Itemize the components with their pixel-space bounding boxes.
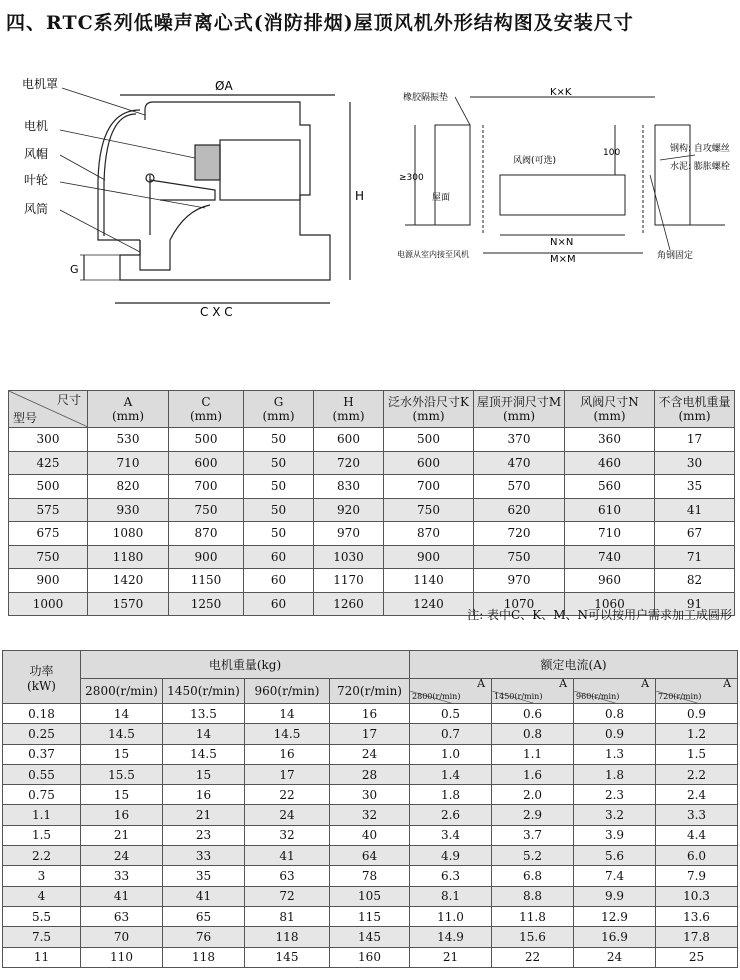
current-speed-720: 720(r/min) A [656, 679, 738, 704]
table-cell: 9.9 [574, 886, 656, 906]
table-cell: 960 [565, 569, 655, 593]
table-cell: 115 [330, 906, 410, 926]
table-cell: 10.3 [656, 886, 738, 906]
table-cell: 15.5 [81, 764, 163, 784]
table-cell: 24 [330, 744, 410, 764]
table-cell: 750 [474, 545, 565, 569]
table-cell: 600 [169, 451, 244, 475]
table-cell: 105 [330, 886, 410, 906]
table-cell: 3.4 [410, 825, 492, 845]
table-cell: 900 [384, 545, 474, 569]
table-cell: 72 [245, 886, 330, 906]
table-cell: 920 [314, 498, 384, 522]
table-cell: 6.0 [656, 846, 738, 866]
table-cell: 15.6 [492, 927, 574, 947]
label-power: 电源从室内接至风机 [397, 250, 469, 259]
table-cell: 600 [314, 428, 384, 452]
table-cell: 15 [163, 764, 245, 784]
table-cell: 15 [81, 785, 163, 805]
table-cell: 740 [565, 545, 655, 569]
table-cell: 2.2 [656, 764, 738, 784]
power-header: 功率 (kW) [3, 651, 81, 704]
table-cell: 60 [244, 569, 314, 593]
header-weight: 不含电机重量 (mm) [655, 391, 735, 428]
table-row [3, 805, 738, 825]
label-motor-cover: 电机罩 [22, 77, 59, 91]
table-cell: 17.8 [656, 927, 738, 947]
table-cell: 1.0 [410, 744, 492, 764]
table-cell: 24 [574, 947, 656, 967]
table-cell: 0.37 [3, 744, 81, 764]
current-speed-960: 960(r/min) A [574, 679, 656, 704]
table-cell: 360 [565, 428, 655, 452]
table-cell: 820 [88, 475, 169, 499]
table-row [9, 475, 735, 499]
table-cell: 5.2 [492, 846, 574, 866]
table-cell: 33 [81, 866, 163, 886]
table-cell: 1570 [88, 592, 169, 616]
table-cell: 16 [163, 785, 245, 805]
table-cell: 63 [81, 906, 163, 926]
table-cell: 32 [330, 805, 410, 825]
header-k: 泛水外沿尺寸K (mm) [384, 391, 474, 428]
table-cell: 60 [244, 545, 314, 569]
table-cell: 14 [163, 724, 245, 744]
table-cell: 600 [384, 451, 474, 475]
current-group-header: 额定电流(A) [410, 651, 738, 679]
table-cell: 1.5 [656, 744, 738, 764]
table-cell: 50 [244, 451, 314, 475]
table-cell: 6.8 [492, 866, 574, 886]
table-cell: 64 [330, 846, 410, 866]
table-cell: 1060 [565, 592, 655, 616]
current-speed-2800: 2800(r/min) A [410, 679, 492, 704]
table-cell: 1070 [474, 592, 565, 616]
installation-diagram [395, 85, 740, 265]
table-cell: 17 [245, 764, 330, 784]
table-cell: 78 [330, 866, 410, 886]
table-cell: 2.0 [492, 785, 574, 805]
table-cell: 14.9 [410, 927, 492, 947]
table-cell: 700 [169, 475, 244, 499]
table-cell: 145 [245, 947, 330, 967]
table-row [3, 866, 738, 886]
table-row [3, 704, 738, 724]
table-cell: 22 [492, 947, 574, 967]
table-cell: 118 [245, 927, 330, 947]
table-row [3, 764, 738, 784]
table-cell: 425 [9, 451, 88, 475]
table-cell: 750 [9, 545, 88, 569]
table-cell: 1.1 [492, 744, 574, 764]
table-cell: 675 [9, 522, 88, 546]
table-cell: 110 [81, 947, 163, 967]
table-cell: 41 [81, 886, 163, 906]
header-c: C (mm) [169, 391, 244, 428]
table-cell: 1.1 [3, 805, 81, 825]
table-cell: 970 [314, 522, 384, 546]
table-cell: 65 [163, 906, 245, 926]
table-cell: 1.4 [410, 764, 492, 784]
label-mm: M×M [550, 254, 576, 265]
table-cell: 63 [245, 866, 330, 886]
table-cell: 28 [330, 764, 410, 784]
table-cell: 4 [3, 886, 81, 906]
page-title: 四、RTC系列低噪声离心式(消防排烟)屋顶风机外形结构图及安装尺寸 [6, 12, 634, 34]
table-cell: 970 [474, 569, 565, 593]
table-cell: 21 [410, 947, 492, 967]
table-cell: 1170 [314, 569, 384, 593]
table-cell: 4.4 [656, 825, 738, 845]
table-cell: 13.6 [656, 906, 738, 926]
table-cell: 1150 [169, 569, 244, 593]
table-cell: 2.6 [410, 805, 492, 825]
table-cell: 0.6 [492, 704, 574, 724]
table-cell: 35 [655, 475, 735, 499]
label-100: 100 [603, 148, 621, 158]
corner-bottom-label: 型号 [13, 411, 38, 425]
table-cell: 40 [330, 825, 410, 845]
label-rubber-pad: 橡胶隔振垫 [403, 93, 449, 103]
table-cell: 370 [474, 428, 565, 452]
table-cell: 1.8 [410, 785, 492, 805]
table-cell: 16 [245, 744, 330, 764]
table-cell: 16 [81, 805, 163, 825]
table-row [3, 947, 738, 967]
table-cell: 0.9 [574, 724, 656, 744]
table-cell: 1080 [88, 522, 169, 546]
corner-top-label: 尺寸 [56, 393, 81, 407]
table-cell: 15 [81, 744, 163, 764]
table-cell: 71 [655, 545, 735, 569]
table-cell: 570 [474, 475, 565, 499]
table-cell: 32 [245, 825, 330, 845]
table-cell: 76 [163, 927, 245, 947]
table-row [9, 498, 735, 522]
table-cell: 16.9 [574, 927, 656, 947]
table-cell: 0.18 [3, 704, 81, 724]
label-nn: N×N [550, 237, 574, 248]
label-kk: K×K [550, 87, 572, 98]
table-cell: 1.2 [656, 724, 738, 744]
weight-speed-2800: 2800(r/min) [81, 679, 163, 704]
table-cell: 118 [163, 947, 245, 967]
table-cell: 3.7 [492, 825, 574, 845]
table-cell: 67 [655, 522, 735, 546]
weight-speed-720: 720(r/min) [330, 679, 410, 704]
current-speed-1450: 1450(r/min) A [492, 679, 574, 704]
table-cell: 720 [314, 451, 384, 475]
table-cell: 575 [9, 498, 88, 522]
table-cell: 11.8 [492, 906, 574, 926]
table-cell: 2.4 [656, 785, 738, 805]
table-row [3, 825, 738, 845]
label-impeller: 叶轮 [24, 173, 49, 187]
table-cell: 33 [163, 846, 245, 866]
header-g: G (mm) [244, 391, 314, 428]
table-cell: 6.3 [410, 866, 492, 886]
table-row [3, 927, 738, 947]
label-300: ≥300 [399, 173, 424, 183]
table-cell: 17 [655, 428, 735, 452]
table-row [3, 785, 738, 805]
dim-a-label: ØA [215, 79, 233, 93]
table-cell: 17 [330, 724, 410, 744]
label-valve: 风阀(可选) [513, 156, 557, 166]
header-m: 屋顶开洞尺寸M (mm) [474, 391, 565, 428]
table-cell: 23 [163, 825, 245, 845]
table-cell: 2.3 [574, 785, 656, 805]
table-cell: 870 [384, 522, 474, 546]
table-row [9, 569, 735, 593]
table-cell: 7.4 [574, 866, 656, 886]
label-angle: 角钢固定 [657, 251, 694, 261]
table-cell: 830 [314, 475, 384, 499]
table-row [3, 886, 738, 906]
weight-speed-1450: 1450(r/min) [163, 679, 245, 704]
table-cell: 11.0 [410, 906, 492, 926]
table-cell: 0.8 [492, 724, 574, 744]
table-cell: 900 [169, 545, 244, 569]
table-cell: 0.55 [3, 764, 81, 784]
table-cell: 50 [244, 498, 314, 522]
table-cell: 2.2 [3, 846, 81, 866]
table-cell: 0.8 [574, 704, 656, 724]
table-cell: 5.5 [3, 906, 81, 926]
header-n: 风阀尺寸N (mm) [565, 391, 655, 428]
table-row [9, 451, 735, 475]
table-cell: 3 [3, 866, 81, 886]
table-cell: 3.9 [574, 825, 656, 845]
table-cell: 1180 [88, 545, 169, 569]
table-cell: 5.6 [574, 846, 656, 866]
table-cell: 1250 [169, 592, 244, 616]
header-h: H (mm) [314, 391, 384, 428]
table-cell: 750 [384, 498, 474, 522]
table-cell: 14.5 [245, 724, 330, 744]
table-cell: 12.9 [574, 906, 656, 926]
weight-speed-960: 960(r/min) [245, 679, 330, 704]
table-cell: 500 [384, 428, 474, 452]
table-cell: 22 [245, 785, 330, 805]
table-cell: 11 [3, 947, 81, 967]
dim-g-label: G [70, 263, 79, 276]
table-cell: 1420 [88, 569, 169, 593]
table-row [3, 744, 738, 764]
table-cell: 1.6 [492, 764, 574, 784]
table-cell: 0.75 [3, 785, 81, 805]
table-cell: 41 [245, 846, 330, 866]
corner-header [9, 391, 88, 428]
table-cell: 41 [655, 498, 735, 522]
table-cell: 560 [565, 475, 655, 499]
table-cell: 1030 [314, 545, 384, 569]
label-concrete: 水泥: 膨胀螺栓 [670, 162, 730, 172]
table-row [3, 906, 738, 926]
table-cell: 1140 [384, 569, 474, 593]
table-cell: 4.9 [410, 846, 492, 866]
table-cell: 870 [169, 522, 244, 546]
table-cell: 13.5 [163, 704, 245, 724]
label-roof: 屋面 [432, 193, 451, 203]
table-cell: 3.3 [656, 805, 738, 825]
table-cell: 7.9 [656, 866, 738, 886]
table-cell: 3.2 [574, 805, 656, 825]
table-cell: 0.5 [410, 704, 492, 724]
table-cell: 710 [88, 451, 169, 475]
dimension-table [8, 390, 735, 616]
table-cell: 8.1 [410, 886, 492, 906]
table-note: 注: 表中C、K、M、N可以按用户需求加工成圆形 [467, 608, 732, 622]
table-cell: 1.5 [3, 825, 81, 845]
table-cell: 70 [81, 927, 163, 947]
table-cell: 30 [330, 785, 410, 805]
table-cell: 24 [81, 846, 163, 866]
table-cell: 91 [655, 592, 735, 616]
table-cell: 25 [656, 947, 738, 967]
table-cell: 14.5 [81, 724, 163, 744]
table-cell: 300 [9, 428, 88, 452]
table-cell: 500 [169, 428, 244, 452]
table-cell: 0.9 [656, 704, 738, 724]
table-row [9, 522, 735, 546]
table-cell: 530 [88, 428, 169, 452]
table-cell: 0.25 [3, 724, 81, 744]
table-cell: 24 [245, 805, 330, 825]
dim-c-label: C X C [200, 305, 233, 319]
label-duct: 风筒 [24, 202, 49, 216]
table-row [9, 545, 735, 569]
dim-h-label: H [355, 189, 365, 203]
header-a: A (mm) [88, 391, 169, 428]
label-steel: 钢构: 自攻螺丝 [670, 144, 730, 154]
table-cell: 14.5 [163, 744, 245, 764]
weight-group-header: 电机重量(kg) [81, 651, 410, 679]
table-cell: 7.5 [3, 927, 81, 947]
table-cell: 0.7 [410, 724, 492, 744]
table-cell: 8.8 [492, 886, 574, 906]
table-row [3, 846, 738, 866]
table-cell: 50 [244, 475, 314, 499]
table-cell: 1.8 [574, 764, 656, 784]
table-cell: 2.9 [492, 805, 574, 825]
table-cell: 145 [330, 927, 410, 947]
table-cell: 900 [9, 569, 88, 593]
table-cell: 60 [244, 592, 314, 616]
fan-structure-diagram [10, 70, 380, 320]
table-cell: 1260 [314, 592, 384, 616]
table-cell: 1240 [384, 592, 474, 616]
table-cell: 30 [655, 451, 735, 475]
table-cell: 1000 [9, 592, 88, 616]
table-cell: 710 [565, 522, 655, 546]
label-hood: 风帽 [24, 147, 49, 161]
table-cell: 81 [245, 906, 330, 926]
table-cell: 50 [244, 522, 314, 546]
table-cell: 82 [655, 569, 735, 593]
table-row [3, 724, 738, 744]
table-row [9, 428, 735, 452]
table-cell: 35 [163, 866, 245, 886]
table-cell: 21 [81, 825, 163, 845]
table-cell: 50 [244, 428, 314, 452]
table-cell: 41 [163, 886, 245, 906]
table-cell: 21 [163, 805, 245, 825]
table-cell: 500 [9, 475, 88, 499]
table-cell: 750 [169, 498, 244, 522]
table-cell: 720 [474, 522, 565, 546]
motor-table [2, 650, 738, 968]
table-cell: 160 [330, 947, 410, 967]
table-cell: 620 [474, 498, 565, 522]
table-cell: 1.3 [574, 744, 656, 764]
table-cell: 460 [565, 451, 655, 475]
table-cell: 930 [88, 498, 169, 522]
table-cell: 14 [81, 704, 163, 724]
table-cell: 700 [384, 475, 474, 499]
table-cell: 470 [474, 451, 565, 475]
table-cell: 14 [245, 704, 330, 724]
table-cell: 610 [565, 498, 655, 522]
label-motor: 电机 [24, 119, 49, 133]
table-cell: 16 [330, 704, 410, 724]
